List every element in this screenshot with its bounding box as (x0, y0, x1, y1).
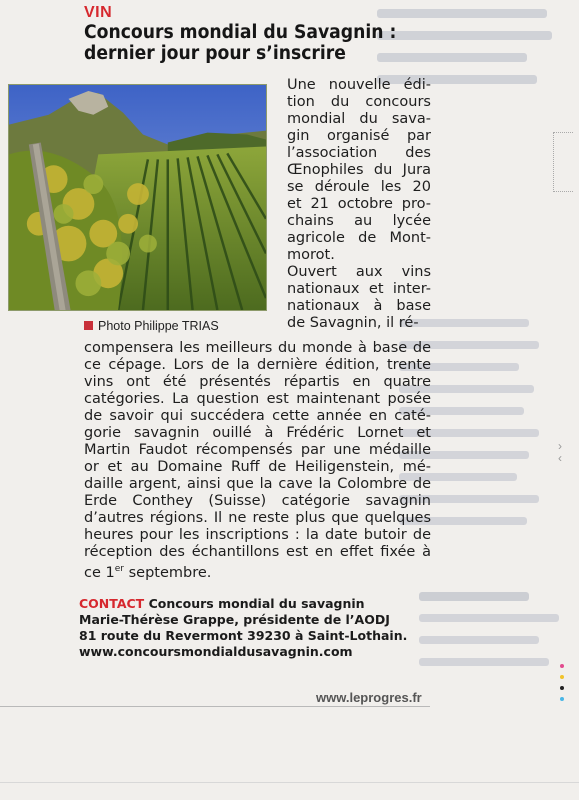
body-line: ce cépage. Lors de la dernière édition, trente (84, 357, 431, 373)
body-line: nationaux à base (287, 298, 431, 314)
vineyard-image (9, 85, 266, 310)
body-line: Martin Faudot récompensés par une médaille (84, 442, 431, 458)
contact-block (79, 596, 439, 660)
article-kicker: VIN (84, 4, 113, 21)
photo-credit-text: Photo Philippe TRIAS (98, 319, 219, 333)
body-line: de savoir qui succédera cette année en caté- (84, 408, 431, 424)
source-link[interactable]: www.leprogres.fr (316, 690, 422, 705)
headline-line: Concours mondial du Savagnin : (84, 22, 397, 43)
body-line: et 21 octobre pro- (287, 196, 431, 212)
vineyard-photo (8, 84, 267, 311)
contact-line (79, 596, 439, 612)
contact-line: Marie-Thérèse Grappe, présidente de l’AODJ (79, 612, 390, 627)
margin-ticks: › ‹ (558, 439, 562, 465)
body-line: l’association des (287, 145, 431, 161)
body-line: agricole de Mont- (287, 230, 431, 246)
article-body-full-column (84, 340, 431, 582)
body-line: de Savagnin, il ré- (287, 315, 419, 331)
body-line: ce 1er septembre. (84, 564, 212, 581)
body-line: gin organisé par (287, 128, 431, 144)
body-line: tion du concours (287, 94, 431, 110)
body-line: Erde Conthey (Suisse) catégorie savagnin (84, 493, 431, 509)
body-line: mondial du sava- (287, 111, 431, 127)
body-line: vins ont été présentés répartis en quatre (84, 374, 431, 390)
credit-square-icon (84, 321, 93, 330)
body-line: chains au lycée (287, 213, 431, 229)
body-line: se déroule les 20 (287, 179, 431, 195)
body-line: or et au Domaine Ruff de Heiligenstein, mé- (84, 459, 431, 475)
article-headline (84, 22, 400, 64)
headline-line: dernier jour pour s’inscrire (84, 43, 346, 64)
color-registration-dots (560, 664, 568, 708)
body-line: Œnophiles du Jura (287, 162, 431, 178)
body-line: compensera les meilleurs du monde à base de (84, 340, 431, 356)
contact-label: CONTACT (79, 596, 145, 611)
body-line: Ouvert aux vins (287, 264, 431, 280)
body-line: daille argent, ainsi que la cave la Colombre de (84, 476, 431, 492)
body-line: nationaux et inter- (287, 281, 431, 297)
contact-website-link[interactable]: www.concoursmondialdusavagnin.com (79, 644, 353, 659)
body-line: réception des échantillons est en effet fixée à (84, 544, 431, 560)
body-line: Une nouvelle édi- (287, 77, 431, 93)
body-line: catégories. La question est maintenant posée (84, 391, 431, 407)
divider (0, 706, 430, 707)
body-line: d’autres régions. Il ne reste plus que quelques (84, 510, 431, 526)
body-line: heures pour les inscriptions : la date butoir de (84, 527, 431, 543)
contact-line: 81 route du Revermont 39230 à Saint-Lothain. (79, 628, 408, 643)
article-body-right-column (287, 77, 431, 332)
photo-credit (84, 319, 219, 333)
divider (0, 782, 579, 783)
body-line: gorie savagnin ouillé à Frédéric Lornet et (84, 425, 431, 441)
contact-line-text: Concours mondial du savagnin (148, 596, 365, 611)
body-line: morot. (287, 247, 335, 263)
